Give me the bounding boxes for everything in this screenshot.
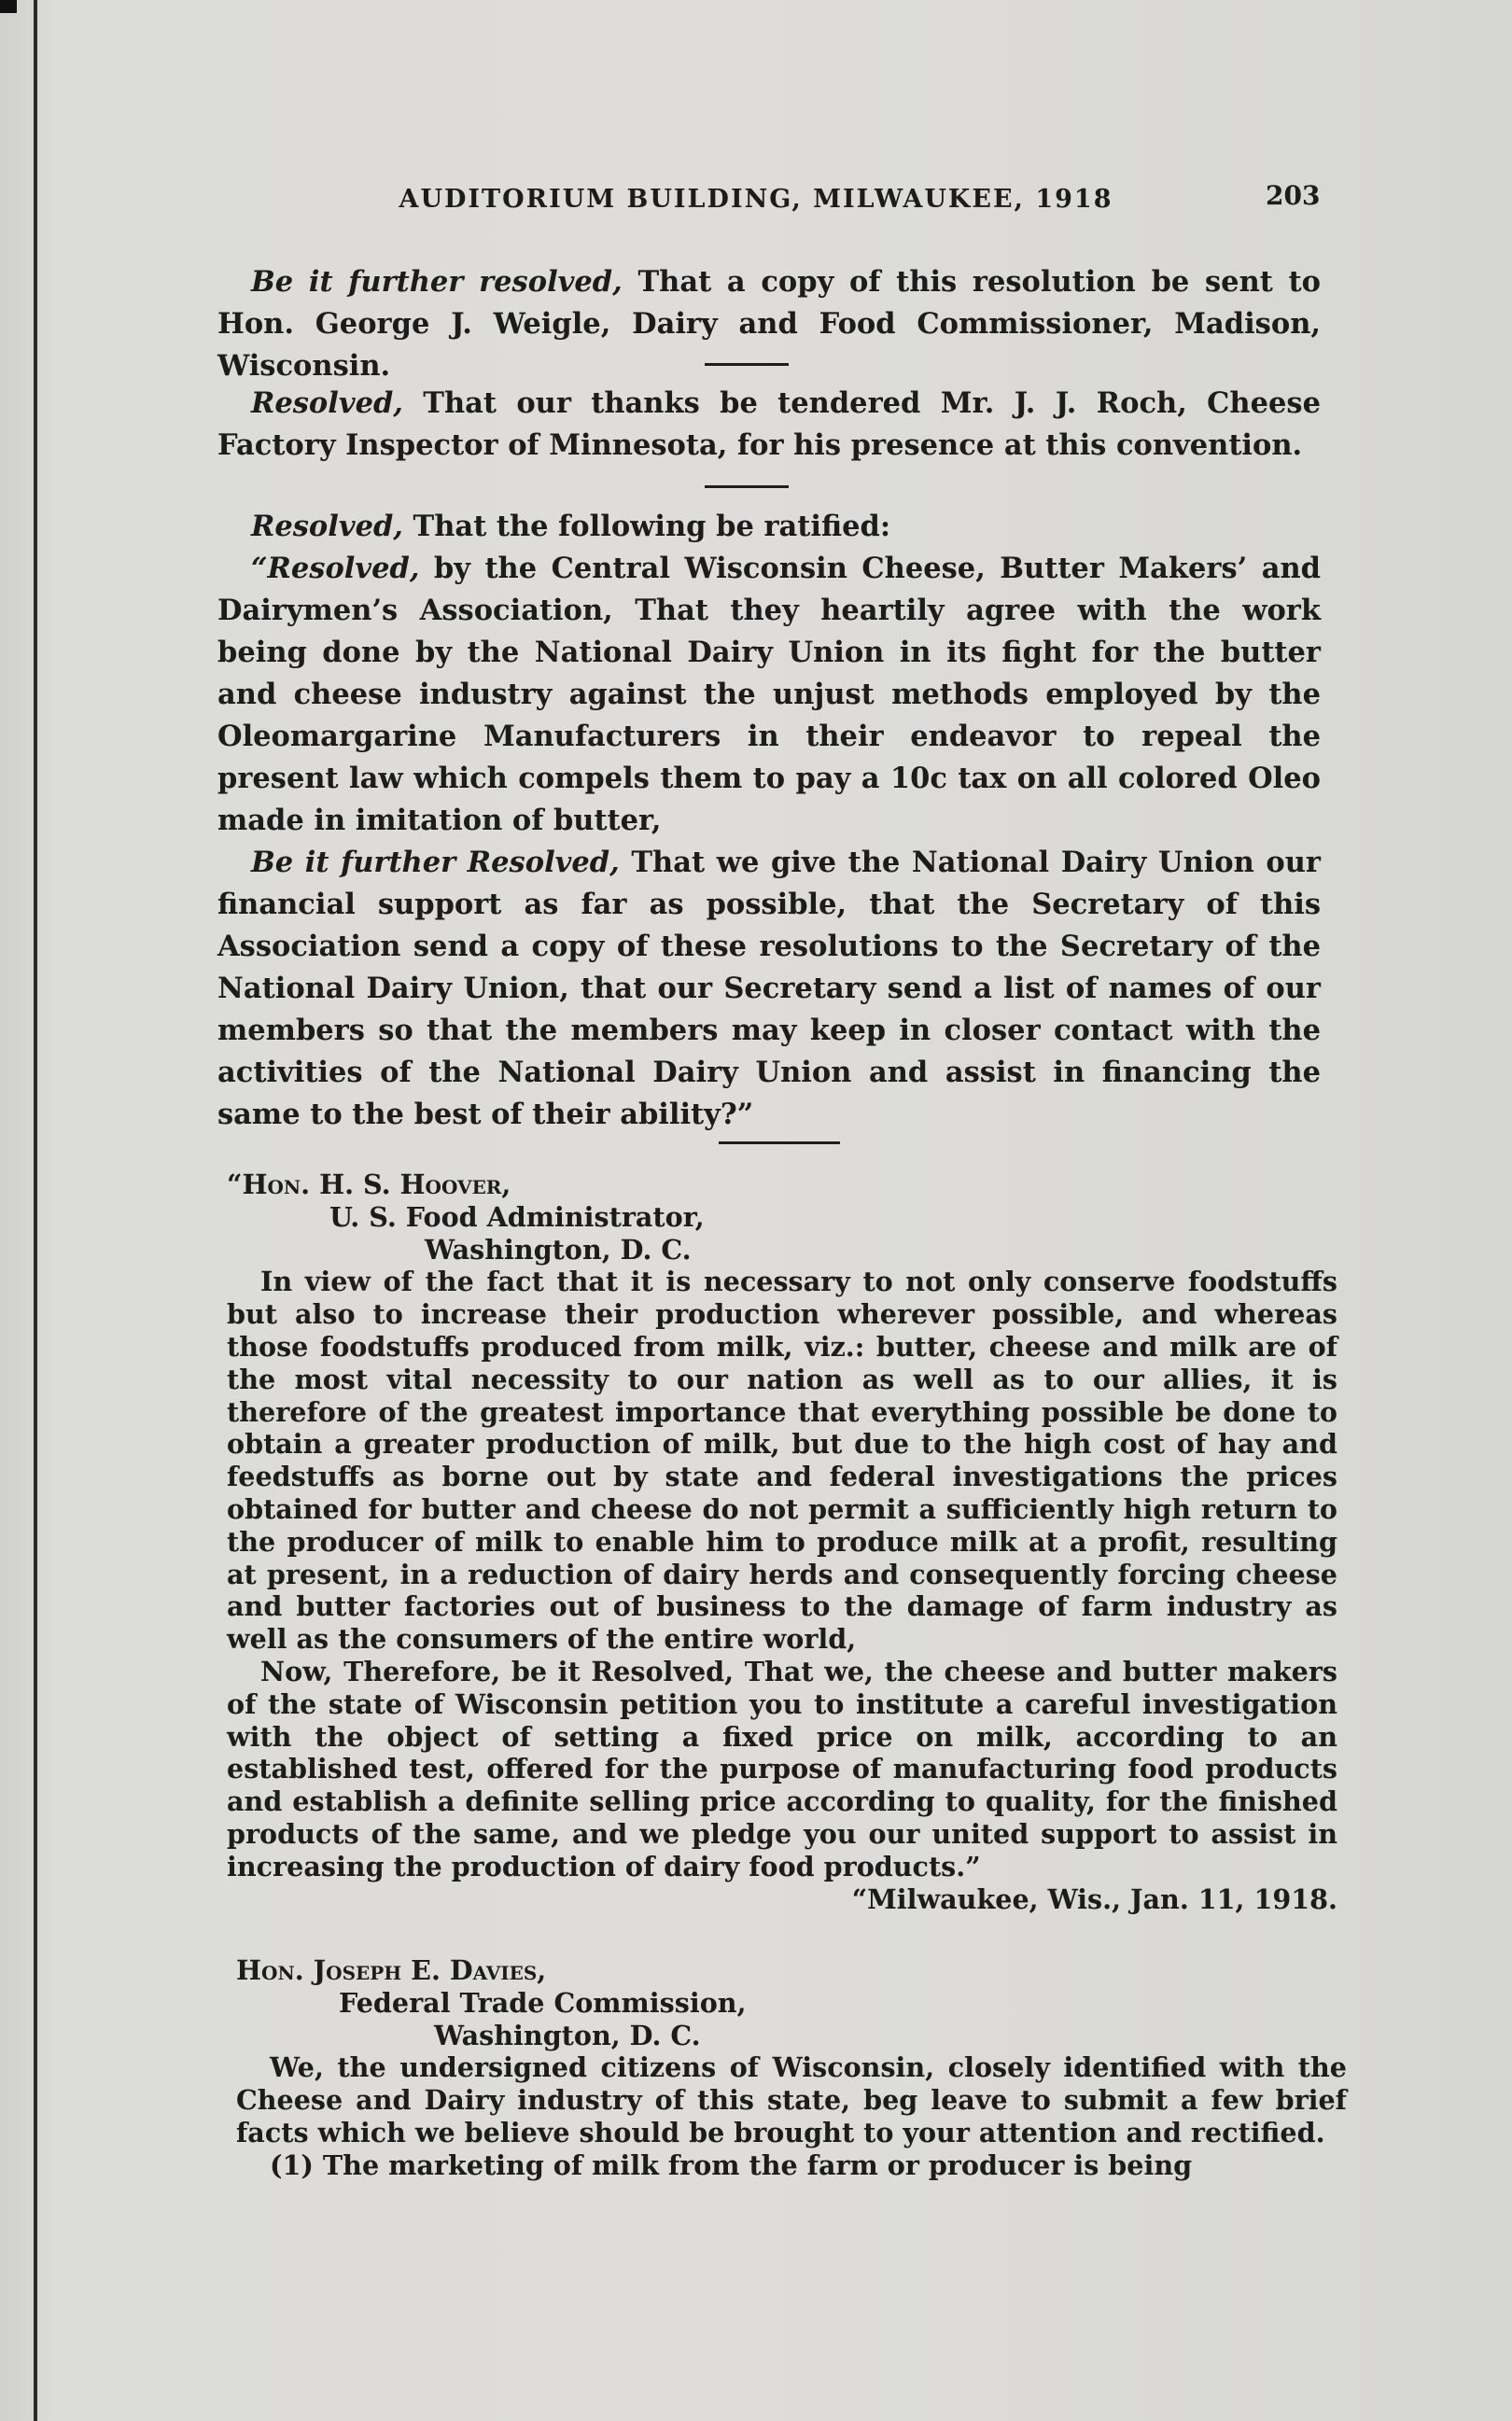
resolution-weigle bbox=[217, 261, 1321, 387]
resolution-text: That our thanks be tendered Mr. J. J. Roch, Cheese Factory Inspector of Minnesota, for his presence at this convention. bbox=[217, 386, 1321, 462]
page-number: 203 bbox=[1266, 180, 1321, 211]
resolution-text: That the following be ratified: bbox=[402, 510, 891, 543]
section-divider bbox=[719, 1141, 840, 1144]
addressee-title: Federal Trade Commission, bbox=[339, 1986, 747, 2019]
further-resolved-text: That we give the National Dairy Union our financial support as far as possible, that the Secretary of this Association send a copy of these resolutions to the Secretary of the National Dairy Union, that our Secretary send a list of names of our members so that the members may keep in closer contact with the activities of the National Dairy Union and assist in financing the same to the best of their ability?” bbox=[217, 846, 1321, 1131]
letter-paragraph: Now, Therefore, be it Resolved, That we, the cheese and butter makers of the state of Wisconsin petition you to institute a careful investigation with the object of setting a fixed price on milk, according to an established test, offered for the purpose of manufacturing food products and establish a definite selling price according to quality, for the finished products of the same, and we pledge you our united support to assist in increasing the production of dairy food products.” bbox=[227, 1655, 1337, 1882]
quoted-resolution-text: by the Central Wisconsin Cheese, Butter Makers’ and Dairymen’s Association, That they heartily agree with the work being done by the National Dairy Union in its fight for the butter and cheese industry against the unjust methods employed by the Oleomargarine Manufacturers in their endeavor to repeal the present law which compels them to pay a 10c tax on all colored Oleo made in imitation of butter, bbox=[217, 552, 1321, 837]
section-divider bbox=[705, 363, 789, 366]
running-header: AUDITORIUM BUILDING, MILWAUKEE, 1918 bbox=[399, 185, 1113, 214]
scan-edge-mark bbox=[0, 0, 17, 13]
addressee-name: “Hon. H. S. Hoover, bbox=[227, 1169, 511, 1200]
letter-paragraph: In view of the fact that it is necessary to not only conserve foodstuffs but also to increase their production wherever possible, and whereas those foodstuffs produced from milk, viz.: butter, cheese and milk are of the most vital necessity to our nation as well as to our allies, it is therefore of the greatest importance that everything possible be done to obtain a greater production of milk, but due to the high cost of hay and feedstuffs as borne out by state and federal investigations the prices obtained for butter and cheese do not permit a sufficiently high return to the producer of milk to enable him to produce milk at a profit, resulting at present, in a reduction of dairy herds and consequently forcing cheese and butter factories out of business to the damage of farm industry as well as the consumers of the entire world, bbox=[227, 1266, 1337, 1656]
addressee-city: Washington, D. C. bbox=[434, 2019, 701, 2051]
resolution-ratified bbox=[217, 506, 1321, 1136]
resolution-roch bbox=[217, 383, 1321, 467]
addressee-city: Washington, D. C. bbox=[425, 1233, 692, 1266]
binding-edge bbox=[34, 0, 37, 2421]
section-divider bbox=[705, 485, 789, 488]
letter-paragraph: We, the undersigned citizens of Wisconsin, closely identified with the Cheese and Dairy industry of this state, beg leave to submit a few brief facts which we believe should be brought to your attention and rectified. bbox=[236, 2051, 1347, 2148]
resolution-lead: Be it further resolved, bbox=[251, 265, 623, 299]
resolution-text: That a copy of this resolution be sent to Hon. George J. Weigle, Dairy and Food Commissioner, Madison, Wisconsin. bbox=[217, 265, 1321, 383]
further-resolved-lead: Be it further Resolved, bbox=[251, 846, 620, 879]
resolution-lead: Resolved, bbox=[251, 386, 403, 420]
letter-hoover bbox=[227, 1169, 1337, 1915]
quoted-resolution-lead: “Resolved, bbox=[251, 552, 420, 585]
addressee-name: Hon. Joseph E. Davies, bbox=[236, 1954, 547, 1986]
resolution-lead: Resolved, bbox=[251, 510, 403, 543]
letter-dateline: “Milwaukee, Wis., Jan. 11, 1918. bbox=[851, 1882, 1337, 1915]
letter-paragraph: (1) The marketing of milk from the farm or producer is being bbox=[270, 2148, 1193, 2181]
addressee-title: U. S. Food Administrator, bbox=[329, 1200, 705, 1233]
letter-davies bbox=[236, 1954, 1347, 2182]
